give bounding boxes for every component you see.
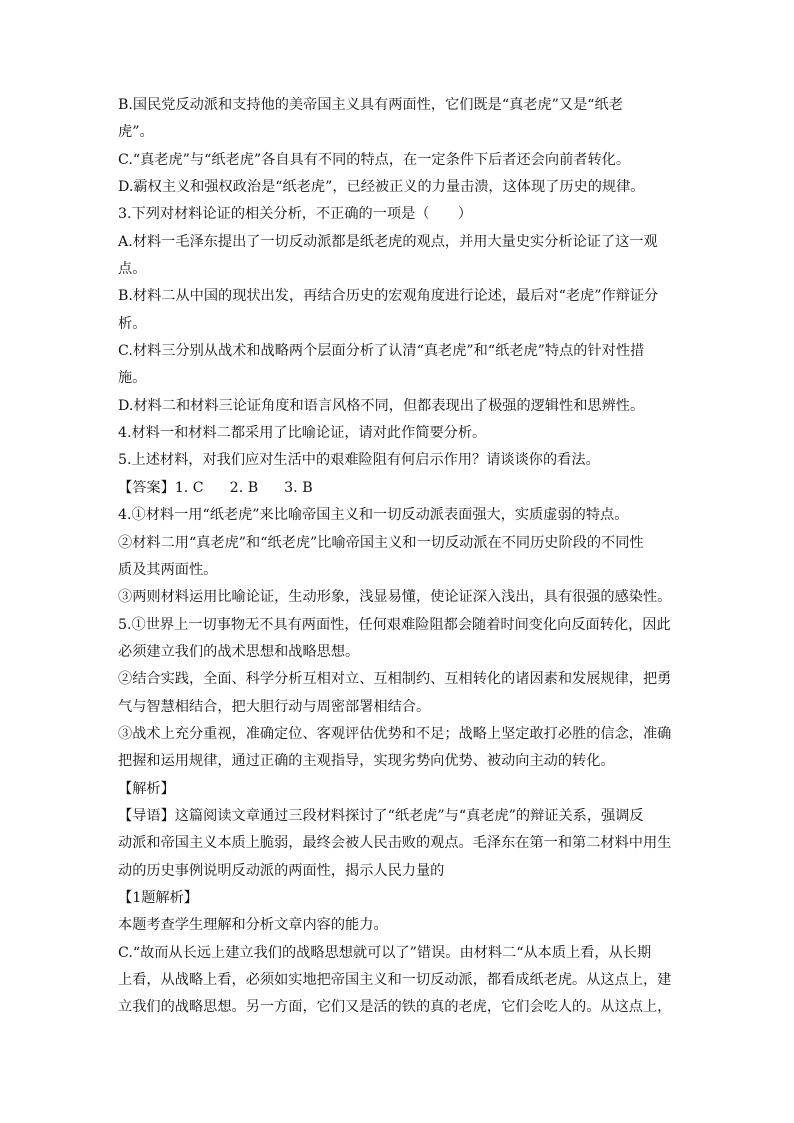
text-line: 施。 [118, 370, 147, 387]
text-line: D.材料二和材料三论证角度和语言风格不同，但都表现出了极强的逻辑性和思辨性。 [118, 397, 645, 414]
text-line: 4.①材料一用“纸老虎”来比喻帝国主义和一切反动派表面强大，实质虚弱的特点。 [118, 507, 629, 524]
text-line: D.霸权主义和强权政治是“纸老虎”，已经被正义的力量击溃，这体现了历史的规律。 [118, 179, 645, 196]
text-line: ③战术上充分重视，准确定位、客观评估优势和不足；战略上坚定敢打必胜的信念，准确 [118, 725, 672, 742]
text-line: C.“真老虎”与“纸老虎”各自具有不同的特点，在一定条件下后者还会向前者转化。 [118, 151, 631, 168]
text-line: C.“故而从长远上建立我们的战略思想就可以了”错误。由材料二“从本质上看，从长期 [118, 944, 652, 961]
text-line: C.材料三分别从战术和战略两个层面分析了认清“真老虎”和“纸老虎”特点的针对性措 [118, 343, 645, 360]
text-line: 必须建立我们的战术思想和战略思想。 [118, 643, 360, 660]
text-line: 质及其两面性。 [118, 561, 218, 578]
text-line: ②材料二用“真老虎”和“纸老虎”比喻帝国主义和一切反动派在不同历史阶段的不同性 [118, 534, 644, 551]
text-line: 虎”。 [118, 124, 154, 141]
question-5: 5.上述材料，对我们应对生活中的艰难险阻有何启示作用？请谈谈你的看法。 [118, 452, 600, 469]
question-3: 3.下列对材料论证的相关分析，不正确的一项是（ ） [118, 206, 473, 223]
text-line: 本题考查学生理解和分析文章内容的能力。 [118, 917, 388, 934]
text-line: 上看，从战略上看，必须如实地把帝国主义和一切反动派，都看成纸老虎。从这点上，建 [118, 972, 672, 988]
text-line: 动派和帝国主义本质上脆弱，最终会被人民击败的观点。毛泽东在第一和第二材料中用生 [118, 835, 672, 852]
answer-label: 【答案】 [118, 479, 175, 496]
text-line: A.材料一毛泽东提出了一切反动派都是纸老虎的观点，并用大量史实分析论证了这一观 [118, 233, 658, 250]
document-body [118, 92, 684, 1022]
answer-line [118, 475, 684, 502]
analysis-1-heading: 【1题解析】 [118, 889, 198, 906]
text-line: 5.①世界上一切事物无不具有两面性，任何艰难险阻都会随着时间变化向反面转化，因此 [118, 616, 671, 633]
text-line: ②结合实践，全面、科学分析互相对立、互相制约、互相转化的诸因素和发展规律，把勇 [118, 671, 672, 688]
text-line: 动的历史事例说明反动派的两面性，揭示人民力量的 [118, 862, 445, 879]
text-line: 把握和运用规律，通过正确的主观指导，实现劣势向优势、被动向主动的转化。 [118, 753, 615, 770]
text-line: 立我们的战略思想。另一方面，它们又是活的铁的真的老虎，它们会吃人的。从这点上， [118, 999, 672, 1016]
text-line: 点。 [118, 261, 147, 278]
answer-item: 1. C [174, 479, 204, 496]
text-line: B.材料二从中国的现状出发，再结合历史的宏观角度进行论述，最后对“老虎”作辩证分 [118, 288, 659, 305]
answer-item: 3. B [284, 479, 313, 496]
text-line: ③两则材料运用比喻论证，生动形象，浅显易懂，使论证深入浅出，具有很强的感染性。 [118, 589, 672, 606]
text-line: 【导语】这篇阅读文章通过三段材料探讨了“纸老虎”与“真老虎”的辩证关系，强调反 [118, 807, 644, 824]
text-line: 气与智慧相结合，把大胆行动与周密部署相结合。 [118, 698, 431, 715]
analysis-heading: 【解析】 [118, 780, 175, 797]
text-line: 析。 [118, 315, 147, 332]
text-line: B.国民党反动派和支持他的美帝国主义具有两面性，它们既是“真老虎”又是“纸老 [118, 97, 623, 113]
answer-item: 2. B [229, 479, 259, 496]
question-4: 4.材料一和材料二都采用了比喻论证，请对此作简要分析。 [118, 425, 487, 442]
